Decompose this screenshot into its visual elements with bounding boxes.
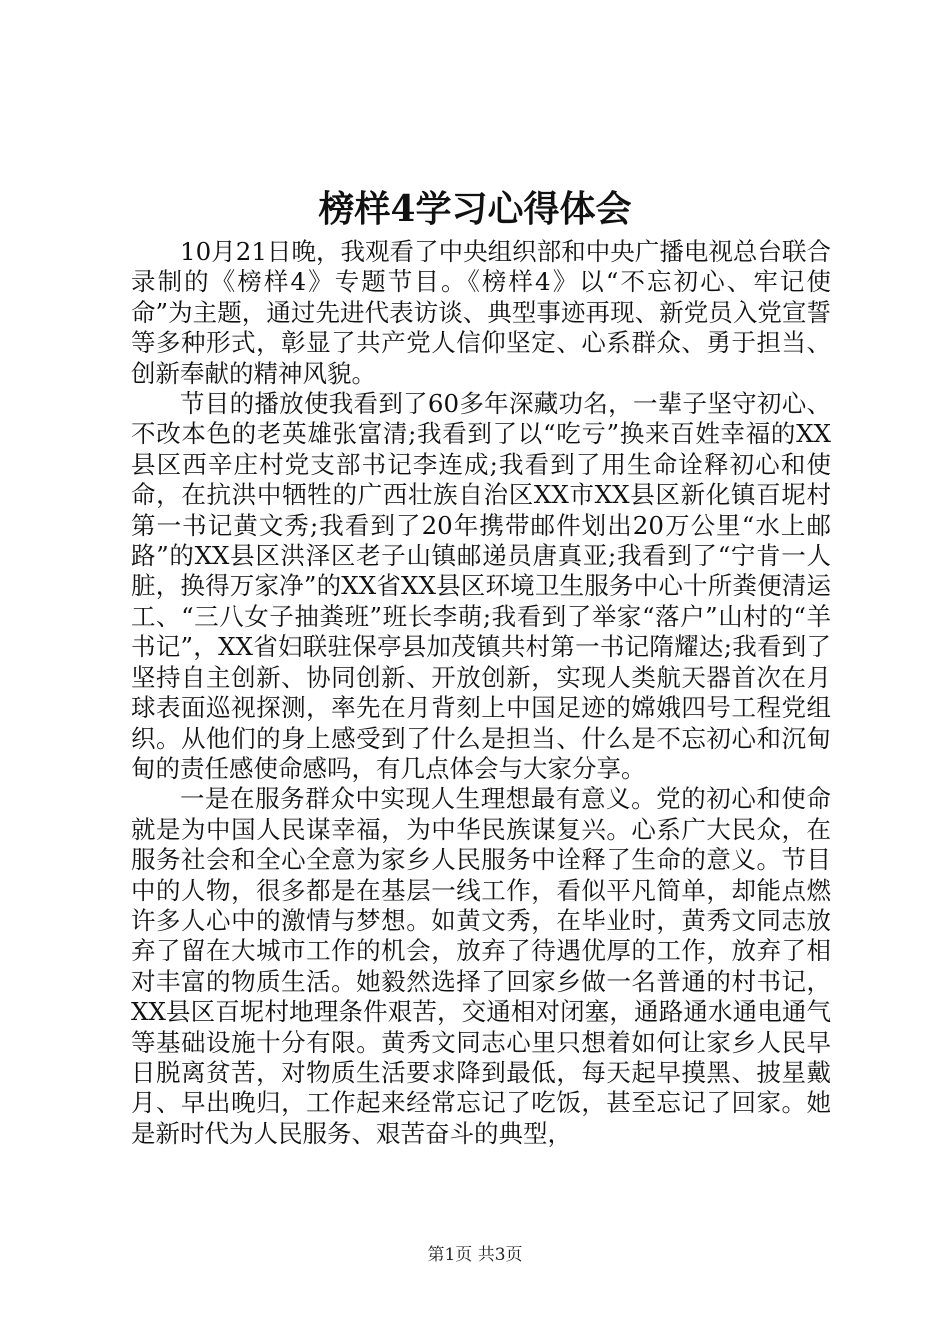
page-number-footer: 第1页 共3页 <box>427 1245 523 1265</box>
paragraph-intro: 10月21日晚，我观看了中央组织部和中央广播电视总台联合录制的《榜样4》专题节目。《榜样4》以“不忘初心、牢记使命”为主题，通过先进代表访谈、典型事迹再现、新党员入党宣誓等多种形式，彰显了共产党人信仰坚定、心系群众、勇于担当、创新奉献的精神风貌。 <box>131 237 831 388</box>
paragraph-role-models: 节目的播放使我看到了60多年深藏功名，一辈子坚守初心、不改本色的老英雄张富清;我看到了以“吃亏”换来百姓幸福的XX县区西辛庄村党支部书记李连成;我看到了用生命诠释初心和使命，在抗洪中牺牲的广西壮族自治区XX市XX县区新化镇百坭村第一书记黄文秀;我看到了20年携带邮件划出20万公里“水上邮路”的XX县区洪泽区老子山镇邮递员唐真亚;我看到了“宁肯一人脏，换得万家净”的XX省XX县区环境卫生服务中心十所粪便清运工、“三八女子抽粪班”班长李萌;我看到了举家“落户”山村的“羊书记”，XX省妇联驻保亭县加茂镇共村第一书记隋耀达;我看到了坚持自主创新、协同创新、开放创新，实现人类航天器首次在月球表面巡视探测，率先在月背刻上中国足迹的嫦娥四号工程党组织。从他们的身上感受到了什么是担当、什么是不忘初心和沉甸甸的责任感使命感吗，有几点体会与大家分享。 <box>131 389 831 783</box>
document-body <box>131 237 831 1149</box>
document-title: 榜样4学习心得体会 <box>318 188 632 230</box>
paragraph-point-one: 一是在服务群众中实现人生理想最有意义。党的初心和使命就是为中国人民谋幸福，为中华民族谋复兴。心系广大民众，在服务社会和全心全意为家乡人民服务中诠释了生命的意义。节目中的人物，很多都是在基层一线工作，看似平凡简单，却能点燃许多人心中的激情与梦想。如黄文秀，在毕业时，黄秀文同志放弃了留在大城市工作的机会，放弃了待遇优厚的工作，放弃了相对丰富的物质生活。她毅然选择了回家乡做一名普通的村书记，XX县区百坭村地理条件艰苦，交通相对闭塞，通路通水通电通气等基础设施十分有限。黄秀文同志心里只想着如何让家乡人民早日脱离贫苦，对物质生活要求降到最低，每天起早摸黑、披星戴月、早出晚归，工作起来经常忘记了吃饭，甚至忘记了回家。她是新时代为人民服务、艰苦奋斗的典型， <box>131 784 831 1148</box>
